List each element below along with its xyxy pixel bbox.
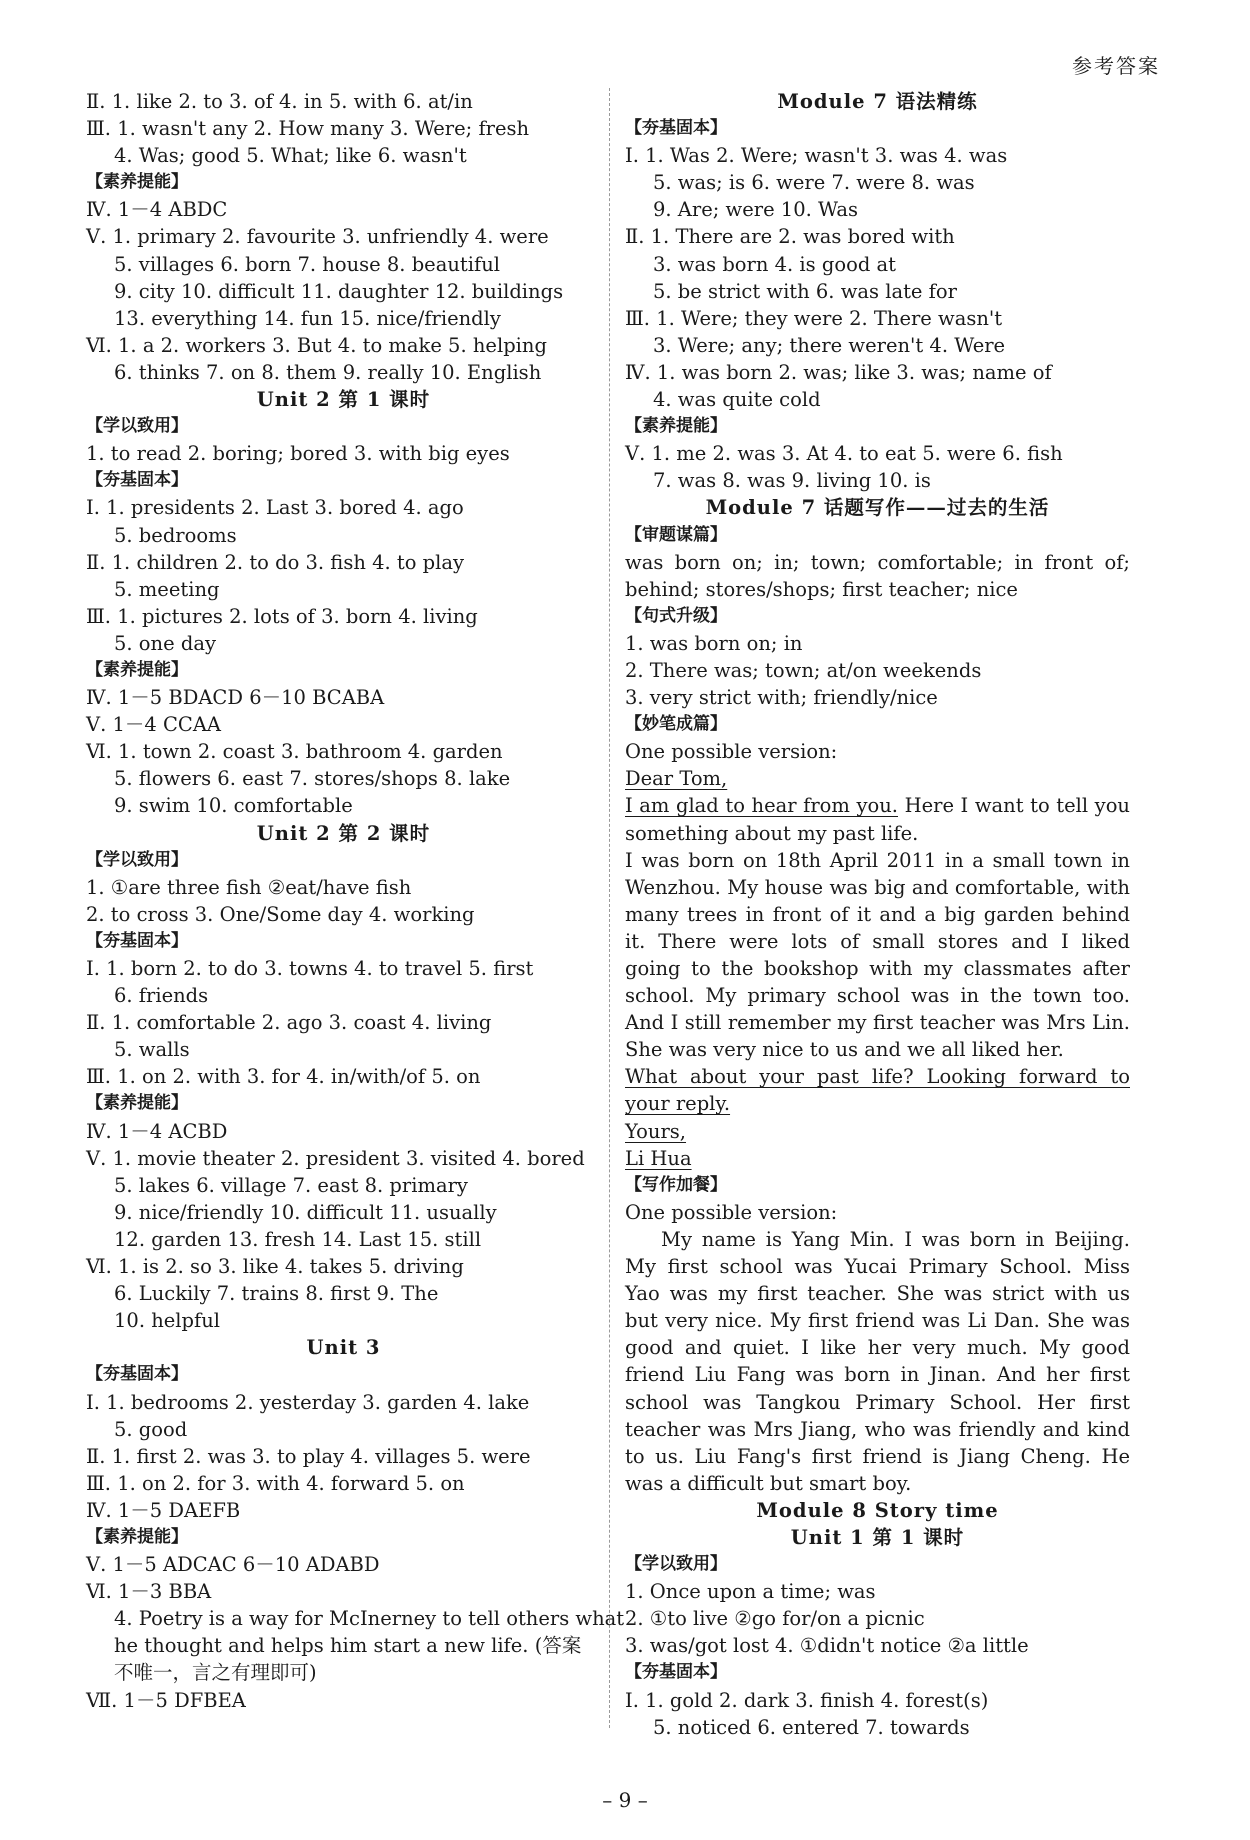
section-title: Module 7 语法精练 <box>777 90 978 113</box>
answer-line: 9. swim 10. comfortable <box>114 794 353 818</box>
answer-line: 6. Luckily 7. trains 8. first 9. The <box>114 1282 439 1306</box>
answer-line: Ⅰ. 1. bedrooms 2. yesterday 3. garden 4. lake <box>86 1390 530 1414</box>
answer-line: Ⅴ. 1. me 2. was 3. At 4. to eat 5. were 6. fish <box>625 442 1063 466</box>
underlined-text: Li Hua <box>625 1146 692 1170</box>
answer-line: he thought and helps him start a new life. (答案 <box>114 1634 582 1658</box>
answer-line: Ⅲ. 1. on 2. with 3. for 4. in/with/of 5. on <box>86 1065 481 1089</box>
section-heading: 【夯基固本】 <box>86 1364 188 1385</box>
section-heading: 【素养提能】 <box>86 1526 188 1547</box>
letter-line <box>625 765 1130 792</box>
section-title: Unit 2 第 2 课时 <box>256 821 431 845</box>
answer-line: 不唯一，言之有理即可) <box>114 1661 317 1685</box>
letter-line <box>625 1145 1130 1172</box>
answer-line: Ⅵ. 1. is 2. so 3. like 4. takes 5. driving <box>86 1255 464 1279</box>
answer-line: 2. There was; town; at/on weekends <box>625 658 982 682</box>
answer-line: Ⅳ. 1－4 ACBD <box>86 1119 228 1143</box>
answer-line: 5. noticed 6. entered 7. towards <box>653 1715 970 1739</box>
answer-line: Ⅱ. 1. comfortable 2. ago 3. coast 4. living <box>86 1011 492 1035</box>
answer-line: 4. Was; good 5. What; like 6. wasn't <box>114 144 467 168</box>
paragraph: I was born on 18th April 2011 in a small town in Wenzhou. My house was big and comfortable, with many trees in front of it and a big garden behind it. There were lots of small stores and I liked going to the bookshop with my classmates after school. My primary school was in the town too. And I still remember my first teacher was Mrs Lin. She was very nice to us and we all liked her. <box>625 848 1130 1062</box>
answer-line: Ⅰ. 1. gold 2. dark 3. finish 4. forest(s) <box>625 1688 989 1712</box>
right-column <box>625 88 1130 1741</box>
section-heading: 【学以致用】 <box>86 416 188 437</box>
answer-line: 1. ①are three fish ②eat/have fish <box>86 875 412 899</box>
paragraph: My name is Yang Min. I was born in Beijing. My first school was Yucai Primary School. Miss Yao was my first teacher. She was strict with us but very nice. My first friend was Li Dan. She was good and quiet. I like her very much. My good friend Liu Fang was born in Jinan. And her first school was Tangkou Primary School. Her first teacher was Mrs Jiang, who was friendly and kind to us. Liu Fang's first friend is Jiang Cheng. He was a difficult but smart boy. <box>625 1227 1130 1495</box>
section-title: Module 7 话题写作——过去的生活 <box>705 496 1050 520</box>
answer-line: Ⅳ. 1－4 ABDC <box>86 198 228 222</box>
answer-line: 5. good <box>114 1417 188 1441</box>
section-title: Unit 2 第 1 课时 <box>256 388 431 412</box>
answer-line: 6. friends <box>114 984 209 1008</box>
answer-line: Ⅰ. 1. born 2. to do 3. towns 4. to travel 5. first <box>86 957 534 980</box>
column-divider <box>609 88 610 1728</box>
page-number: – 9 – <box>602 1788 648 1812</box>
answer-line: Ⅱ. 1. like 2. to 3. of 4. in 5. with 6. at/in <box>86 90 473 113</box>
answer-line: Ⅲ. 1. pictures 2. lots of 3. born 4. living <box>86 604 478 628</box>
answer-line: 13. everything 14. fun 15. nice/friendly <box>114 306 501 330</box>
paragraph: What about your past life? Looking forward to your reply. <box>625 1065 1130 1116</box>
answer-line: One possible version: <box>625 740 838 764</box>
answer-line: 1. Once upon a time; was <box>625 1580 876 1604</box>
answer-line: Ⅶ. 1－5 DFBEA <box>86 1688 246 1712</box>
section-title: Unit 3 <box>306 1336 381 1360</box>
paragraph: I am glad to hear from you. Here I want to tell you something about my past life. <box>625 794 1130 845</box>
answer-line: 5. be strict with 6. was late for <box>653 279 957 303</box>
answer-line: Ⅴ. 1－5 ADCAC 6－10 ADABD <box>86 1553 380 1577</box>
section-heading: 【学以致用】 <box>86 849 188 870</box>
answer-line: 4. was quite cold <box>653 388 821 412</box>
answer-line: Ⅲ. 1. Were; they were 2. There wasn't <box>625 306 1003 330</box>
section-heading: 【妙笔成篇】 <box>625 714 727 735</box>
page-header-title: 参考答案 <box>1072 54 1160 78</box>
answer-line: 5. flowers 6. east 7. stores/shops 8. lake <box>114 767 511 791</box>
answer-line: 9. Are; were 10. Was <box>653 198 858 222</box>
answer-line: Ⅴ. 1－4 CCAA <box>86 713 221 737</box>
answer-line: One possible version: <box>625 1200 838 1224</box>
answer-line: 12. garden 13. fresh 14. Last 15. still <box>114 1227 482 1251</box>
answer-line: 1. was born on; in <box>625 631 803 655</box>
answer-line: Ⅰ. 1. presidents 2. Last 3. bored 4. ago <box>86 496 464 520</box>
answer-line: 4. Poetry is a way for McInerney to tell others what <box>114 1607 625 1631</box>
section-heading: 【素养提能】 <box>625 416 727 437</box>
answer-line: Ⅵ. 1. town 2. coast 3. bathroom 4. garden <box>86 740 503 764</box>
answer-line: 3. very strict with; friendly/nice <box>625 686 938 710</box>
answer-line: 2. to cross 3. One/Some day 4. working <box>86 902 475 926</box>
answer-line: 5. was; is 6. were 7. were 8. was <box>653 171 975 195</box>
section-heading: 【夯基固本】 <box>86 930 188 951</box>
section-heading: 【审题谋篇】 <box>625 524 727 545</box>
answer-line: 7. was 8. was 9. living 10. is <box>653 469 931 493</box>
answer-line: 6. thinks 7. on 8. them 9. really 10. English <box>114 360 542 384</box>
answer-line: 5. walls <box>114 1038 190 1062</box>
answer-line: Ⅳ. 1. was born 2. was; like 3. was; name of <box>625 360 1052 384</box>
section-title: Module 8 Story time <box>756 1498 999 1522</box>
section-heading: 【素养提能】 <box>86 172 188 193</box>
section-heading: 【素养提能】 <box>86 659 188 680</box>
answer-line: Ⅰ. 1. Was 2. Were; wasn't 3. was 4. was <box>625 144 1008 168</box>
answer-line: 3. Were; any; there weren't 4. Were <box>653 333 1006 357</box>
answer-line: Ⅵ. 1－3 BBA <box>86 1580 212 1604</box>
answer-line: Ⅳ. 1－5 DAEFB <box>86 1498 241 1522</box>
answer-line: Ⅵ. 1. a 2. workers 3. But 4. to make 5. helping <box>86 333 547 357</box>
section-heading: 【素养提能】 <box>86 1093 188 1114</box>
answer-line: Ⅱ. 1. children 2. to do 3. fish 4. to play <box>86 550 465 574</box>
answer-line: Ⅴ. 1. movie theater 2. president 3. visited 4. bored <box>86 1146 585 1170</box>
section-heading: 【夯基固本】 <box>625 118 727 139</box>
answer-line: 5. villages 6. born 7. house 8. beautiful <box>114 252 500 276</box>
paragraph: was born on; in; town; comfortable; in front of; behind; stores/shops; first teacher; nice <box>625 550 1130 601</box>
answer-line: 5. one day <box>114 631 216 655</box>
answer-line: 1. to read 2. boring; bored 3. with big eyes <box>86 442 510 466</box>
section-heading: 【夯基固本】 <box>625 1662 727 1683</box>
answer-line: Ⅱ. 1. There are 2. was bored with <box>625 225 955 249</box>
answer-line: 3. was/got lost 4. ①didn't notice ②a little <box>625 1634 1029 1658</box>
answer-line: Ⅱ. 1. first 2. was 3. to play 4. villages 5. were <box>86 1444 531 1468</box>
underlined-text: I am glad to hear from you. <box>625 794 898 818</box>
answer-line: 9. city 10. difficult 11. daughter 12. buildings <box>114 279 564 303</box>
section-title: Unit 1 第 1 课时 <box>790 1525 965 1549</box>
section-heading: 【学以致用】 <box>625 1554 727 1575</box>
section-heading: 【写作加餐】 <box>625 1174 727 1195</box>
answer-line: 9. nice/friendly 10. difficult 11. usually <box>114 1200 497 1224</box>
answer-line: Ⅴ. 1. primary 2. favourite 3. unfriendly 4. were <box>86 225 549 249</box>
answer-line: 10. helpful <box>114 1309 221 1333</box>
answer-line: 3. was born 4. is good at <box>653 252 896 276</box>
answer-line: 5. bedrooms <box>114 523 237 547</box>
answer-line: 5. meeting <box>114 577 220 601</box>
answer-line: Ⅲ. 1. wasn't any 2. How many 3. Were; fresh <box>86 117 530 141</box>
letter-line <box>625 1118 1130 1145</box>
answer-line: 2. ①to live ②go for/on a picnic <box>625 1607 925 1631</box>
section-heading: 【句式升级】 <box>625 605 727 626</box>
section-heading: 【夯基固本】 <box>86 470 188 491</box>
left-column <box>86 88 625 1714</box>
underlined-text: Yours, <box>625 1119 687 1143</box>
answer-line: 5. lakes 6. village 7. east 8. primary <box>114 1173 468 1197</box>
answer-line: Ⅳ. 1－5 BDACD 6－10 BCABA <box>86 686 385 710</box>
answer-line: Ⅲ. 1. on 2. for 3. with 4. forward 5. on <box>86 1471 465 1495</box>
underlined-text: Dear Tom, <box>625 767 728 791</box>
